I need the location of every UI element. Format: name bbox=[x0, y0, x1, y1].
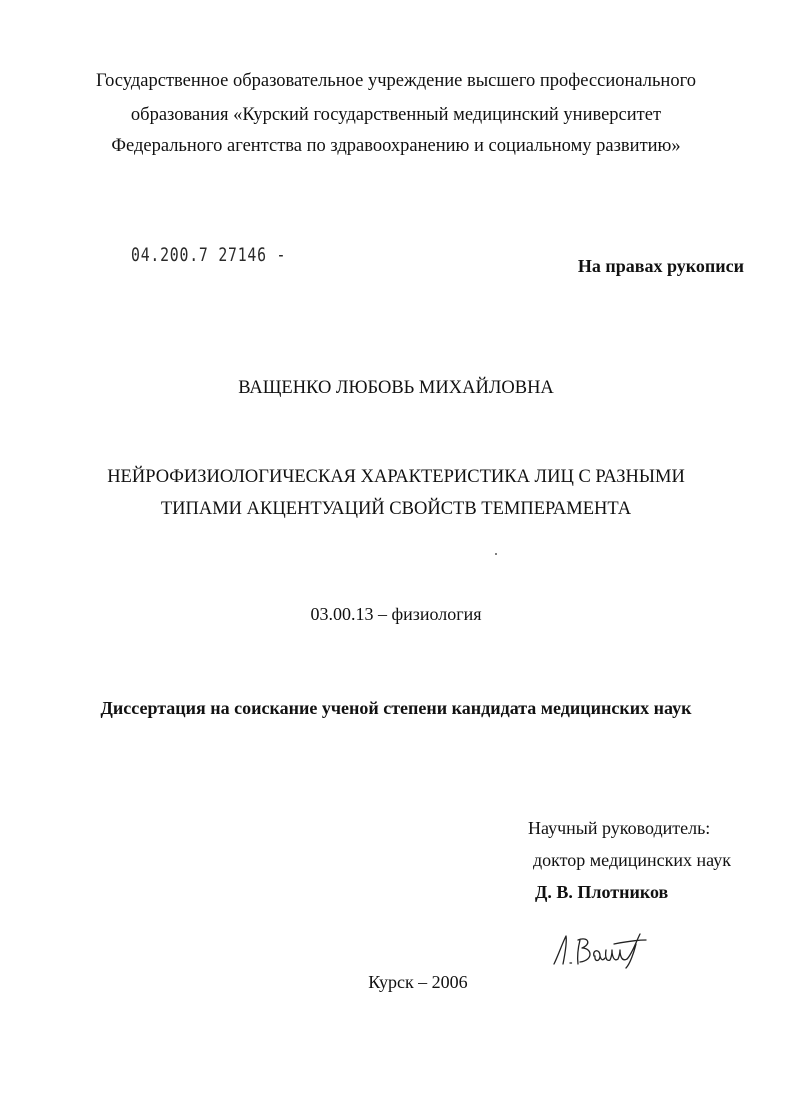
scan-speck bbox=[495, 553, 497, 555]
title-line-2: ТИПАМИ АКЦЕНТУАЦИЙ СВОЙСТВ ТЕМПЕРАМЕНТА bbox=[160, 499, 632, 519]
specialty-code: 03.00.13 – физиология bbox=[310, 604, 482, 624]
rights-notice: На правах рукописи bbox=[577, 256, 744, 276]
dissertation-degree-statement: Диссертация на соискание ученой степени кандидата медицинских наук bbox=[100, 698, 692, 718]
supervisor-degree: доктор медицинских наук bbox=[533, 850, 731, 870]
handwritten-signature bbox=[548, 926, 658, 970]
author-name: ВАЩЕНКО ЛЮБОВЬ МИХАЙЛОВНА bbox=[238, 378, 554, 398]
registration-stamp-number: 04.200.7 27146 - bbox=[131, 244, 287, 266]
supervisor-label: Научный руководитель: bbox=[528, 818, 711, 838]
supervisor-name: Д. В. Плотников bbox=[535, 882, 669, 902]
institution-line-3: Федерального агентства по здравоохранению и социальному развитию» bbox=[111, 136, 681, 156]
city-year: Курск – 2006 bbox=[368, 972, 468, 992]
institution-line-1: Государственное образовательное учреждение высшего профессионального bbox=[96, 71, 696, 91]
title-line-1: НЕЙРОФИЗИОЛОГИЧЕСКАЯ ХАРАКТЕРИСТИКА ЛИЦ С РАЗНЫМИ bbox=[107, 467, 685, 487]
institution-line-2: образования «Курский государственный медицинский университет bbox=[130, 105, 662, 125]
